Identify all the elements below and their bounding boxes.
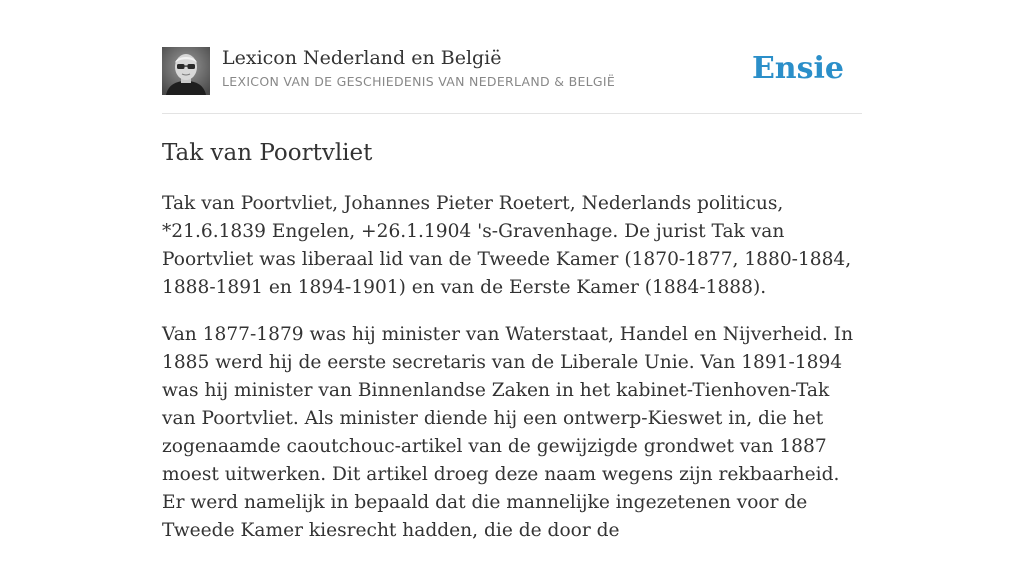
article-body: [162, 190, 864, 564]
portrait-photo: [162, 47, 210, 95]
article-paragraph: Van 1877-1879 was hij minister van Waterstaat, Handel en Nijverheid. In 1885 werd hij de eerste secretaris van de Liberale Unie. Van 1891-1894 was hij minister van Binnenlandse Zaken in het kabinet-Tienhoven-Tak van Poortvliet. Als minister diende hij een ontwerp-Kieswet in, die het zogenaamde caoutchouc-artikel van de gewijzigde grondwet van 1887 moest uitwerken. Dit artikel droeg deze naam wegens zijn rekbaarheid. Er werd namelijk in bepaald dat die mannelijke ingezetenen voor de Tweede Kamer kiesrecht hadden, die de door de: [162, 324, 854, 541]
header-divider: [162, 113, 862, 114]
site-header: [162, 46, 862, 96]
article-paragraph: Tak van Poortvliet, Johannes Pieter Roetert, Nederlands politicus, *21.6.1839 Engelen, +26.1.1904 's-Gravenhage. De jurist Tak van Poortvliet was liberaal lid van de Tweede Kamer (1870-1877, 1880-1884, 1888-1891 en 1894-1901) en van de Eerste Kamer (1884-1888).: [162, 193, 852, 298]
lexicon-title[interactable]: Lexicon Nederland en België: [222, 47, 502, 69]
ensie-logo[interactable]: Ensie: [751, 51, 844, 86]
author-avatar[interactable]: [162, 47, 210, 95]
lexicon-subtitle: LEXICON VAN DE GESCHIEDENIS VAN NEDERLAND & BELGIË: [222, 74, 616, 89]
article-title: Tak van Poortvliet: [162, 140, 373, 166]
